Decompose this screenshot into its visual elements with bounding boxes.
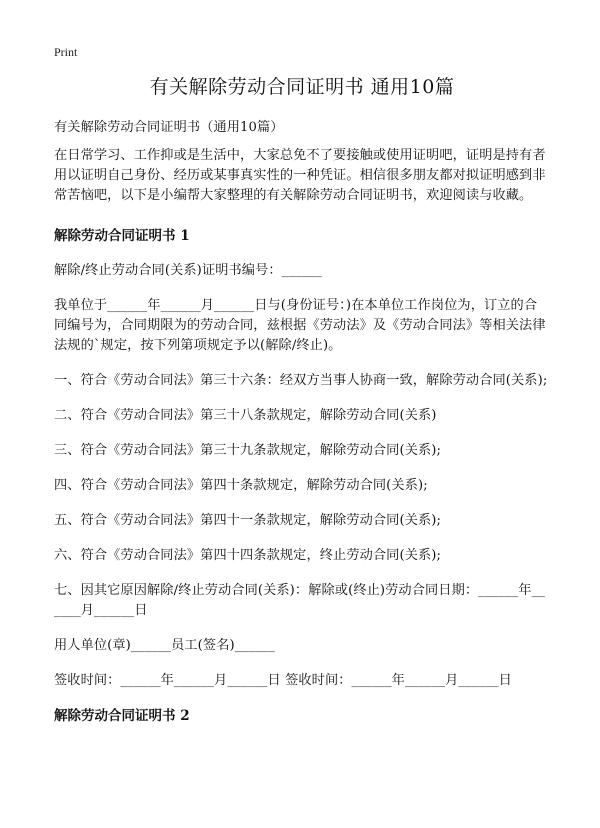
contract-statement-paragraph: 我单位于______年______月______日与(身份证号：)在本单位工作岗位为，订立的合同编号为，合同期限为的劳动合同，兹根据《劳动法》及《劳动合同法》等相关法律法规的`规定，按下列第项规定予以(解除/终止)。 xyxy=(54,298,546,353)
receipt-date-line: 签收时间：______年______月______日 签收时间：______年______月______日 xyxy=(54,673,512,688)
signature-line: 用人单位(章)______员工(签名)______ xyxy=(54,638,275,653)
clause-item-6: 六、符合《劳动合同法》第四十四条款规定，终止劳动合同(关系); xyxy=(54,548,442,563)
intro-paragraph: 在日常学习、工作抑或是生活中，大家总免不了要接触或使用证明吧，证明是持有者用以证明自己身份、经历或某事真实性的一种凭证。相信很多朋友都对拟证明感到非常苦恼吧，以下是小编帮大家整理的有关解除劳动合同证明书，欢迎阅读与收藏。 xyxy=(54,148,546,203)
clause-item-7: 七、因其它原因解除/终止劳动合同(关系)：解除或(终止)劳动合同日期：______年______月______日 xyxy=(54,583,545,618)
clause-item-4: 四、符合《劳动合同法》第四十条款规定，解除劳动合同(关系); xyxy=(54,478,428,493)
document-title: 有关解除劳动合同证明书 通用10篇 xyxy=(149,76,455,98)
print-link[interactable]: Print xyxy=(54,45,78,59)
section-heading-2: 解除劳动合同证明书 2 xyxy=(54,708,190,724)
section-heading-1: 解除劳动合同证明书 1 xyxy=(54,228,190,244)
clause-item-5: 五、符合《劳动合同法》第四十一条款规定，解除劳动合同(关系); xyxy=(54,513,442,528)
document-subtitle: 有关解除劳动合同证明书（通用10篇） xyxy=(54,120,284,135)
clause-item-2: 二、符合《劳动合同法》第三十八条款规定，解除劳动合同(关系) xyxy=(54,408,437,423)
clause-item-1: 一、符合《劳动合同法》第三十六条：经双方当事人协商一致，解除劳动合同(关系); xyxy=(54,373,548,388)
certificate-number-line: 解除/终止劳动合同(关系)证明书编号：______ xyxy=(54,263,322,278)
clause-item-3: 三、符合《劳动合同法》第三十九条款规定，解除劳动合同(关系); xyxy=(54,443,442,458)
